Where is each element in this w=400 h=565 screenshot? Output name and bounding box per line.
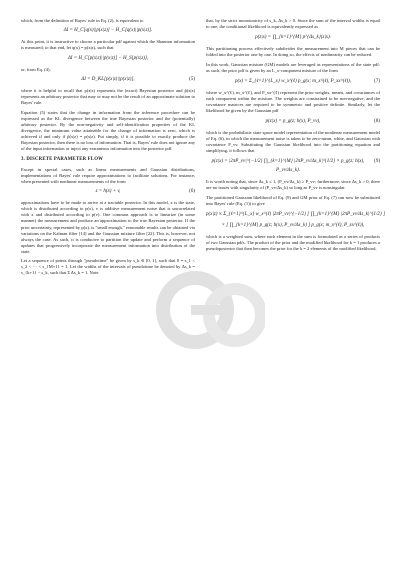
equation: p(z|x) = ∏_{k=1}^{M} p^{Δs_k}(z|x). [255, 35, 331, 41]
right-column [206, 18, 386, 255]
paragraph: In this work, Gaussian mixture (GM) models are leveraged as representations of the state pdf: as such, the prior pdf is given by an L_x-component mixture of the form [206, 61, 380, 73]
paragraph: or, from Eq. (4), [21, 66, 51, 72]
paragraph: that, by the strict monotonicity of s_k, Δs_k > 0. Since the sum of the interval widths is equal to one, the conditional likelihood is equivalently expressed as [206, 18, 380, 30]
equation-number: (8) [374, 118, 380, 124]
paragraph: where w_x^(ℓ), m_x^(ℓ), and P_xx^(ℓ) represent the prior weights, means, and covariances of each component within the mixture. The weights are constrained to be non-negative, and the covariance matrices are required to be symmetric and positive definite. Similarly, let the likelihood be given by the Gaussian pdf [206, 90, 380, 114]
equation-number: (6) [189, 189, 195, 195]
paragraph: Let a sequence of points through "pseudotime" be given by s_k ∈ [0, 1], such that 0 = s_1 < s_2 < ··· < s_{M+1} = 1. Let the widths of the intervals of pseudotime be denoted by Δs_k = s_{k+1} − s_k, such that Σ Δs_k = 1. Note [21, 258, 195, 276]
paragraph: The partitioned Gaussian likelihood of Eq. (9) and GM prior of Eq. (7) can now be substituted into Bayes' rule (Eq. (1)) to give [206, 194, 380, 206]
equation: p(x|z) ∝ Σ_{ℓ=1}^{L_x} w_x^(ℓ) |2πP_vv|^{−1/2} [ ∏_{k=1}^{M} |2πP_vv/Δs_k|^{1/2} ] [206, 211, 386, 217]
left-column [21, 18, 195, 279]
paragraph: approximations have to be made to arrive at a tractable posterior. In this model, x is the state, which is distributed according to p(x), v is additive measurement noise that is uncorrelated with x and distributed according to p(v). One common approach is to linearize (in some manner) the measurement and produce an approximation to the true Bayesian posterior. If the prior uncertainty, represented by p(x), is "small enough," reasonable results can be obtained via variations on the Kalman filter [14] and the Gaussian mixture filter [22]. This is, however, not always the case. As such, it is conducive to partition the update and perform a sequence of updates that progressively incorporate the measurement information into distribution of the state. [21, 200, 195, 254]
equation: × [ ∏_{k=1}^{M} p_g(z; h(x), P_vv/Δs_k) ] p_g(x; m_x^(ℓ), P_xx^(ℓ)), [221, 222, 365, 228]
paragraph: At this point, it is instructive to choose a particular pdf against which the Shannon information is measured; to that end, let q(x) = p(x|z), such that [21, 39, 195, 51]
paragraph: It is worth noting that, since Δs_k ≤ 1, (P_vv/Δs_k) ≥ P_vv; furthermore, since Δs_k > 0, there are no issues with singularity of (P_vv/Δs_k) so long as P_vv is nonsingular. [206, 179, 380, 191]
paragraph: which is the probabilistic state space model representation of the nonlinear measurement model of Eq. (6), in which the measurement noise is taken to be zero-mean, white, and Gaussian with covariance P_vv. Substituting the Gaussian likelihood into the partitioning equation and simplifying, it follows that [206, 129, 380, 153]
paragraph: This partitioning process effectively subdivides the measurement into M pieces that can be folded into the posterior one by one. In doing so, the effects of nonlinearity can be reduced. [206, 46, 380, 58]
equation: z = h(x) + v, (6) [95, 189, 195, 195]
paragraph: Equation (5) states that the change in information from the inference procedure can be expressed as the KL divergence between the true Bayesian posterior and the (potentially) arbitrary posterior. By the non-negativity and self-identification properties of the KL divergence, the minimum value attainable for the change of information is zero, which is achieved if and only if p̃(x|z) = p(x|z). Put simply, if it is possible to exactly produce the Bayesian posterior, then there is no loss of information. That is, Bayes' rule does not ignore any of the input information or inject any extraneous information into the posterior pdf. [21, 109, 195, 151]
equation-number: (5) [189, 77, 195, 83]
paragraph: which, from the definition of Bayes' rule in Eq. (2), is equivalent to [21, 18, 144, 23]
paragraph: where it is helpful to recall that p(x|z) represents the (exact) Bayesian posterior and p̃(x|z) represents an arbitrary posterior that may or may not be the result of an approximate solution to Bayes' rule. [21, 88, 195, 106]
section-heading: 3. DISCRETE PARAMETER FLOW [21, 156, 104, 162]
equation: p(z|x) = p_g(z; h(x), P_vv), (8) [265, 118, 380, 124]
equation: ΔI = H_C[q(x)||p(x|z)] − H_C[q(x)||p(x|z)]. [63, 28, 153, 34]
equation: ΔI = D_KL[p(x|z)||p(x|z)], (5) [81, 77, 195, 83]
equation: p(x) = Σ_{ℓ=1}^{L_x} w_x^(ℓ) p_g(x; m_x^(ℓ), P_xx^(ℓ)), (7) [234, 79, 380, 85]
equation-number: (9) [374, 159, 380, 165]
paragraph: Except in special cases, such as linear measurements and Gaussian distributions, implementations of Bayes' rule require approximations to facilitate solutions. For instance, when presented with nonlinear measurements of the form [21, 166, 195, 184]
equation-number: (7) [374, 79, 380, 85]
equation: p(z|x) = |2πP_vv|^{−1/2} ∏_{k=1}^{M} |2πP_vv/Δs_k|^{1/2} × p_g(z; h(x), P_vv/Δs_k). (9) [211, 159, 380, 174]
paragraph: which is a weighted sum, where each element in the sum is formulated as a series of products of two Gaussian pdfs. The product of the prior and the modified likelihood for k = 1 produces a pseudoposterior that then becomes the prior for the k = 2 elements of the modified likelihood, [206, 233, 380, 252]
equation: ΔI = H_C[p(x|z)||p(x|z)] − H_S[p(x|z)], [67, 55, 149, 61]
